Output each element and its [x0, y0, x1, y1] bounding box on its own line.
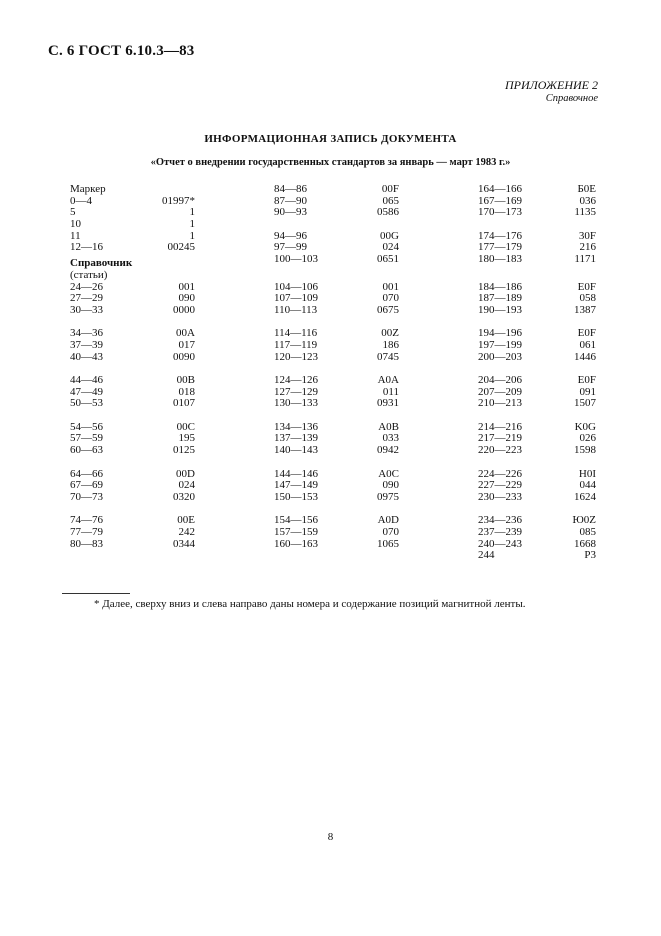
table-row: 130—133 0931	[274, 397, 399, 410]
reference-label: Справочник	[70, 257, 133, 270]
table-row: 30—33 0000	[70, 303, 195, 316]
table-row: 10 1	[70, 218, 195, 231]
table-row: 127—129 011	[274, 385, 399, 398]
table-row: 0—4 01997*	[70, 194, 195, 207]
table-row: 117—119 186	[274, 338, 399, 351]
marker-label: Маркер	[70, 183, 106, 195]
table-row: 57—59 195	[70, 432, 195, 445]
table-row: 24—26 001	[70, 280, 195, 293]
data-column-3	[478, 184, 596, 562]
table-row: 204—206 E0F	[478, 374, 596, 386]
table-row: 154—156 A0D	[274, 514, 399, 527]
table-row: 187—189 058	[478, 292, 596, 305]
table-row: 207—209 091	[478, 385, 596, 398]
table-row: 150—153 0975	[274, 490, 399, 503]
appendix-title: ПРИЛОЖЕНИЕ 2	[505, 78, 598, 92]
table-row: 210—213 1507	[478, 397, 596, 410]
table-row: 47—49 018	[70, 385, 195, 398]
table-row: 140—143 0942	[274, 444, 399, 457]
table-row: 134—136 A0B	[274, 420, 399, 433]
table-row: 107—109 070	[274, 292, 399, 305]
table-row: 227—229 044	[478, 479, 596, 492]
table-row: 5 1	[70, 206, 195, 219]
table-row: 110—113 0675	[274, 303, 399, 316]
appendix-subtitle: Справочное	[545, 93, 598, 104]
table-row: 80—83 0344	[70, 537, 195, 550]
data-column-2	[274, 184, 399, 550]
table-row: 230—233 1624	[478, 490, 596, 503]
table-row: 190—193 1387	[478, 303, 596, 316]
table-row: 120—123 0745	[274, 350, 399, 363]
table-row: 27—29 090	[70, 292, 195, 305]
table-row: 124—126 A0A	[274, 374, 399, 386]
table-row: 64—66 00D	[70, 467, 195, 480]
table-row: 170—173 1135	[478, 206, 596, 219]
table-row: 94—96 00G	[274, 229, 399, 242]
document-header-code: С. 6 ГОСТ 6.10.3—83	[48, 43, 195, 59]
table-row: 184—186 E0F	[478, 280, 596, 293]
table-row: 234—236 Ю0Z	[478, 514, 596, 527]
table-row: 194—196 E0F	[478, 327, 596, 340]
table-row: 214—216 K0G	[478, 420, 596, 433]
table-row: 147—149 090	[274, 479, 399, 492]
table-row: 44—46 00B	[70, 374, 195, 386]
table-row: 197—199 061	[478, 338, 596, 351]
table-row: 200—203 1446	[478, 350, 596, 363]
appendix-block	[505, 78, 598, 106]
reference-sublabel: (статьи)	[70, 268, 108, 281]
footnote: * Далее, сверху вниз и слева направо даны номера и содержание позиций магнитной ленты.	[94, 598, 526, 610]
table-row: 40—43 0090	[70, 350, 195, 363]
table-row: 87—90 065	[274, 194, 399, 207]
table-row: 174—176 30F	[478, 229, 596, 242]
table-row: 100—103 0651	[274, 253, 399, 266]
table-row: 244 P3	[478, 549, 596, 562]
table-row: 160—163 1065	[274, 537, 399, 550]
table-row: 90—93 0586	[274, 206, 399, 219]
table-row: 11 1	[70, 229, 195, 242]
document-subtitle: «Отчет о внедрении государственных стандартов за январь — март 1983 г.»	[150, 157, 511, 168]
table-row: 157—159 070	[274, 525, 399, 538]
table-row: 240—243 1668	[478, 537, 596, 550]
table-row: 74—76 00E	[70, 514, 195, 527]
table-row: 164—166 Б0Е	[478, 183, 596, 195]
table-row: 67—69 024	[70, 479, 195, 492]
table-row: 224—226 H0I	[478, 467, 596, 480]
table-row: 97—99 024	[274, 241, 399, 254]
table-row: 37—39 017	[70, 338, 195, 351]
table-row: 60—63 0125	[70, 444, 195, 457]
document-title: ИНФОРМАЦИОННАЯ ЗАПИСЬ ДОКУМЕНТА	[204, 133, 457, 145]
table-row: 70—73 0320	[70, 490, 195, 503]
table-row: 137—139 033	[274, 432, 399, 445]
footnote-divider	[62, 593, 130, 594]
table-row: 220—223 1598	[478, 444, 596, 457]
table-row: 84—86 00F	[274, 183, 399, 195]
table-row: 167—169 036	[478, 194, 596, 207]
table-row: 54—56 00C	[70, 420, 195, 433]
table-row: 144—146 A0C	[274, 467, 399, 480]
page-number: 8	[327, 831, 334, 843]
table-row: 114—116 00Z	[274, 327, 399, 340]
table-row: 12—16 00245	[70, 241, 195, 254]
table-row: 217—219 026	[478, 432, 596, 445]
table-row: 177—179 216	[478, 241, 596, 254]
table-row: 34—36 00A	[70, 327, 195, 340]
table-row: 77—79 242	[70, 525, 195, 538]
table-row: 50—53 0107	[70, 397, 195, 410]
table-row: 237—239 085	[478, 525, 596, 538]
table-row: 104—106 001	[274, 280, 399, 293]
data-column-1	[70, 184, 195, 550]
table-row: 180—183 1171	[478, 253, 596, 266]
